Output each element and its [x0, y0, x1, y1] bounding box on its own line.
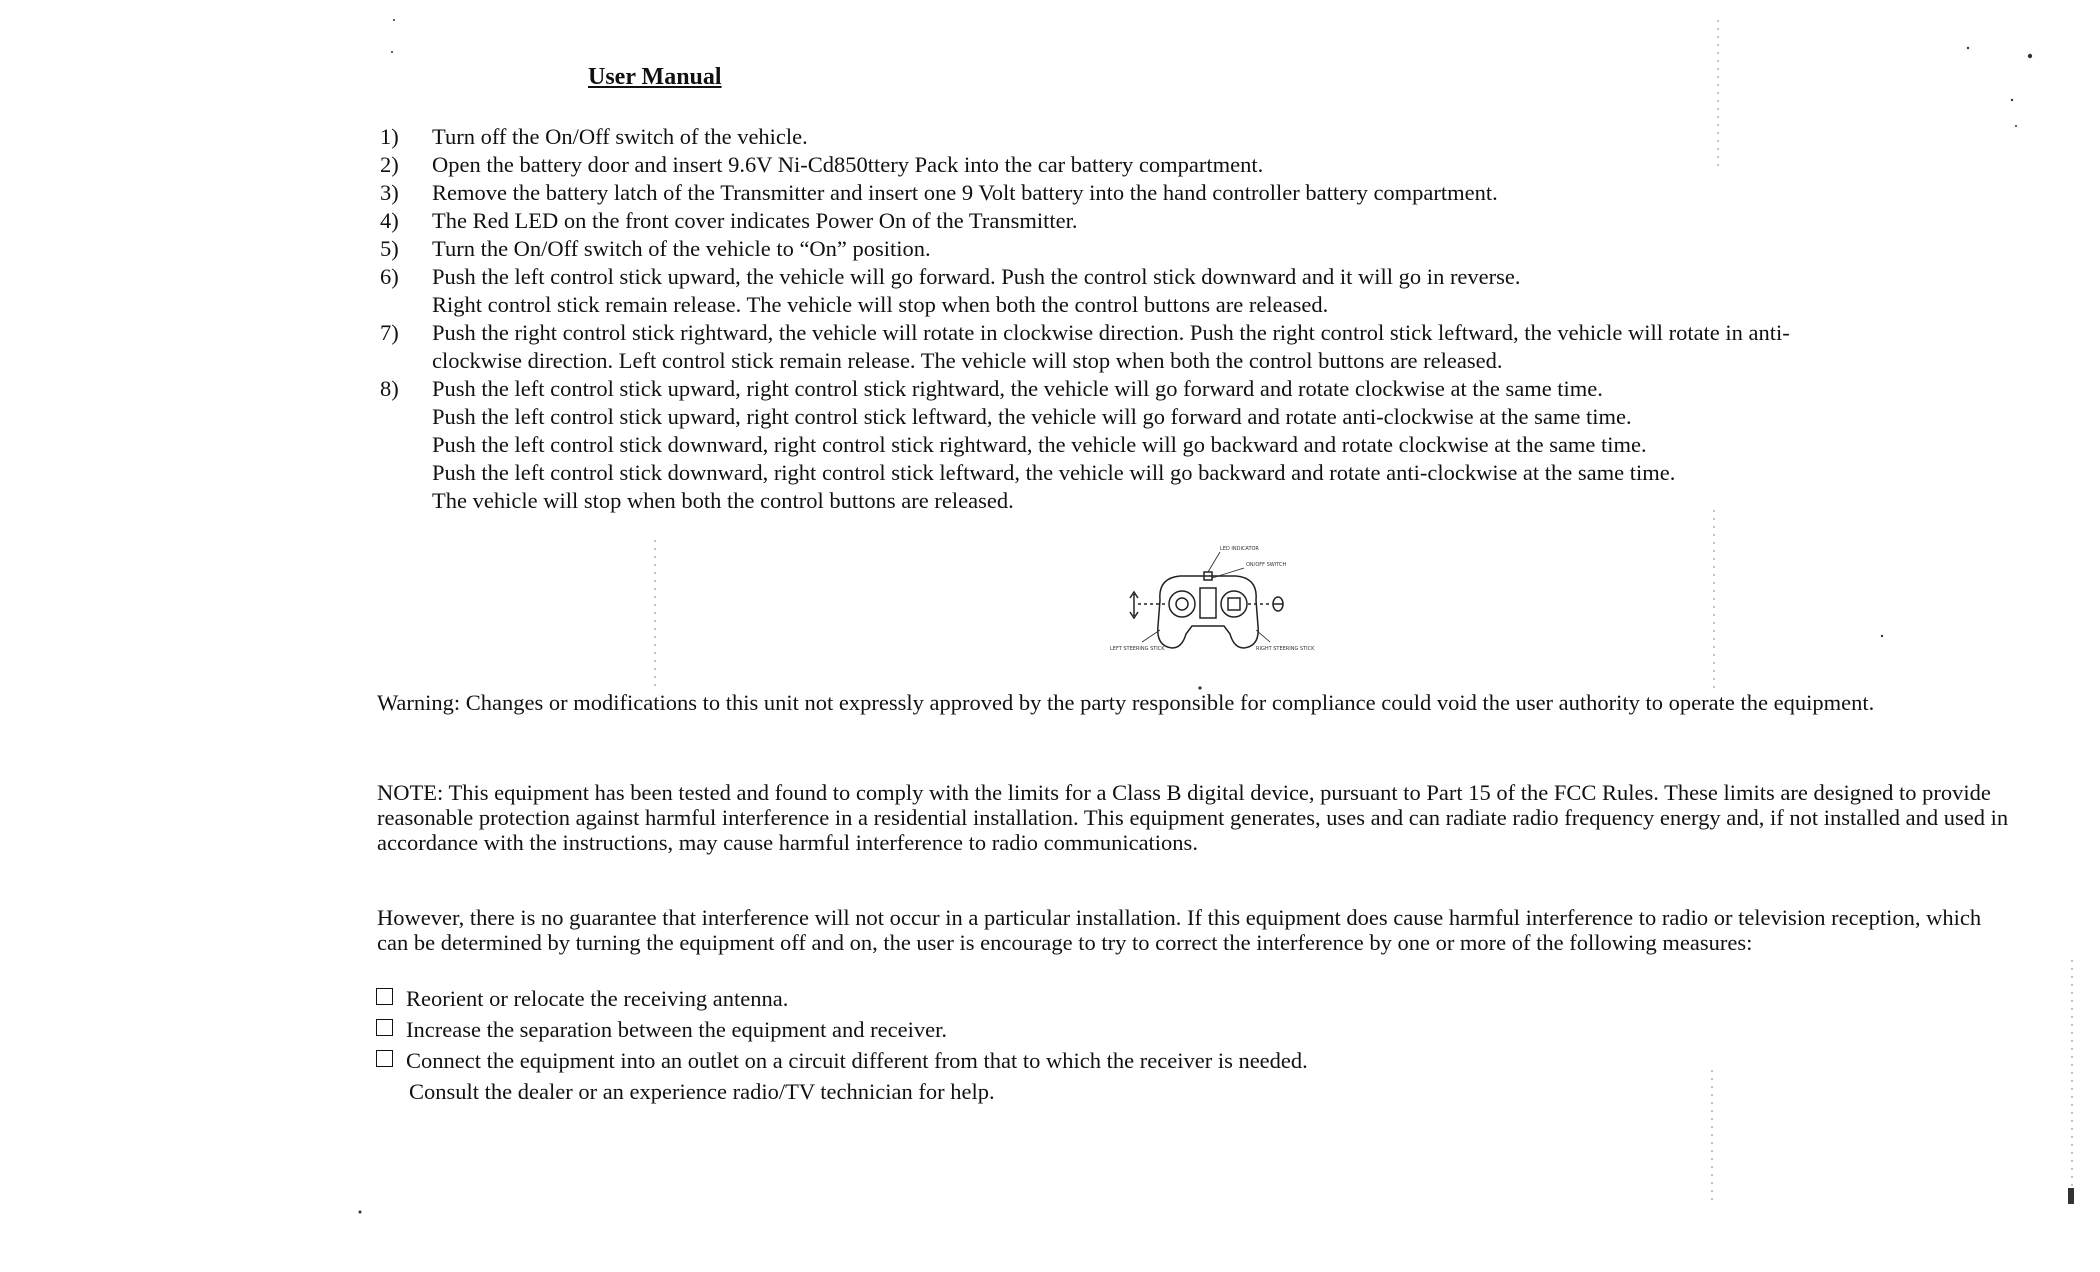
interference-paragraph: However, there is no guarantee that interference will not occur in a particular installation. If this equipment does cause harmful interference to radio or television reception, which can be determined by turning the equipment off and on, the user is encourage to try to correct the interference by one or more of the following measures:: [377, 905, 1982, 955]
consult-line: Consult the dealer or an experience radio/TV technician for help.: [409, 1079, 995, 1104]
step-number: 4): [380, 208, 399, 233]
figure-label: RIGHT STEERING STICK: [1256, 646, 1315, 652]
warning-paragraph: Warning: Changes or modifications to this unit not expressly approved by the party responsible for compliance could void the user authority to operate the equipment.: [377, 690, 1875, 715]
figure-label: LED INDICATOR: [1220, 546, 1259, 552]
step-line: Push the left control stick upward, right control stick rightward, the vehicle will go forward and rotate clockwise at the same time.: [432, 376, 1603, 401]
step-line: Right control stick remain release. The vehicle will stop when both the control buttons are released.: [432, 292, 1329, 317]
step-line: Open the battery door and insert 9.6V Ni-Cd850ttery Pack into the car battery compartment.: [432, 152, 1264, 177]
figure-label: LEFT STEERING STICK: [1110, 646, 1165, 652]
step-number: 5): [380, 236, 399, 261]
measure-text: Reorient or relocate the receiving antenna.: [406, 986, 789, 1011]
figure-label: ON/OFF SWITCH: [1246, 562, 1287, 568]
step-line: Turn the On/Off switch of the vehicle to “On” position.: [432, 236, 931, 261]
step-line: Push the left control stick downward, right control stick leftward, the vehicle will go backward and rotate anti-clockwise at the same time.: [432, 460, 1676, 485]
step-line: clockwise direction. Left control stick remain release. The vehicle will stop when both the control buttons are released.: [432, 348, 1503, 373]
step-line: Push the left control stick upward, right control stick leftward, the vehicle will go forward and rotate anti-clockwise at the same time.: [432, 404, 1632, 429]
step-number: 2): [380, 152, 399, 177]
step-line: The Red LED on the front cover indicates Power On of the Transmitter.: [432, 208, 1078, 233]
step-line: Turn off the On/Off switch of the vehicle.: [432, 124, 808, 149]
step-line: The vehicle will stop when both the control buttons are released.: [432, 488, 1014, 513]
step-number: 6): [380, 264, 399, 289]
step-line: Push the left control stick downward, right control stick rightward, the vehicle will go backward and rotate clockwise at the same time.: [432, 432, 1647, 457]
fcc-note-paragraph: NOTE: This equipment has been tested and found to comply with the limits for a Class B digital device, pursuant to Part 15 of the FCC Rules. These limits are designed to provide reasonable protection against harmful interference in a residential installation. This equipment generates, uses and can radiate radio frequency energy and, if not installed and used in accordance with the instructions, may cause harmful interference to radio communications.: [377, 780, 2009, 855]
measure-text: Increase the separation between the equipment and receiver.: [406, 1017, 947, 1042]
step-line: Remove the battery latch of the Transmitter and insert one 9 Volt battery into the hand controller battery compartment.: [432, 180, 1498, 205]
step-line: Push the left control stick upward, the vehicle will go forward. Push the control stick downward and it will go in reverse.: [432, 264, 1521, 289]
step-number: 3): [380, 180, 399, 205]
step-number: 7): [380, 320, 399, 345]
step-line: Push the right control stick rightward, the vehicle will rotate in clockwise direction. Push the right control stick leftward, the vehicle will rotate in anti-: [432, 320, 1790, 345]
measure-text: Connect the equipment into an outlet on a circuit different from that to which the receiver is needed.: [406, 1048, 1308, 1073]
page-title: User Manual: [588, 64, 722, 90]
step-number: 8): [380, 376, 399, 401]
step-number: 1): [380, 124, 399, 149]
